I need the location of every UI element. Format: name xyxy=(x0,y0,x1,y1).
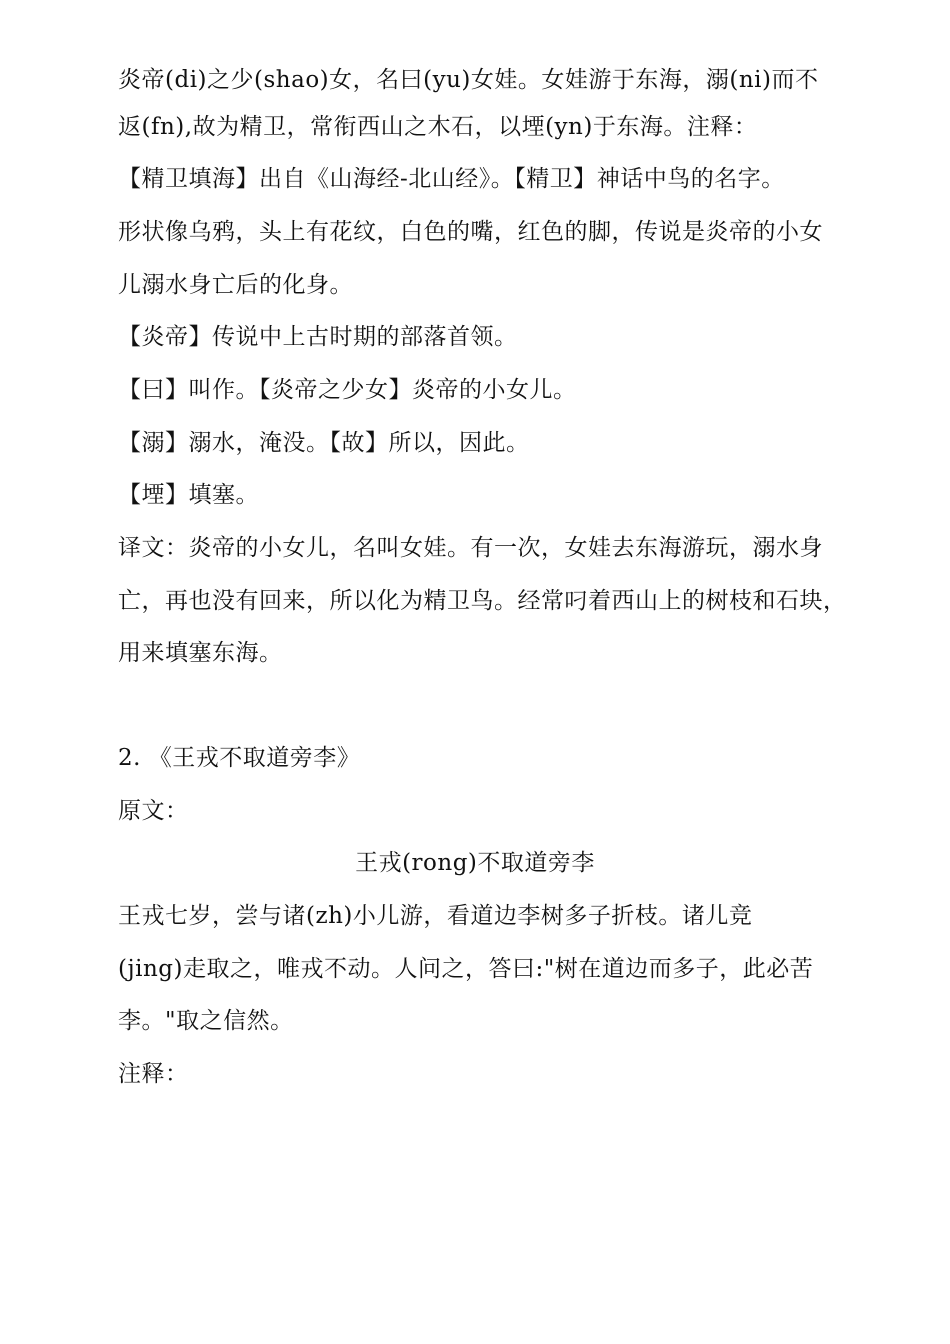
text-line: 【溺】溺水，淹没。【故】所以，因此。 xyxy=(118,430,530,456)
text-line: 炎帝(di)之少(shao)女，名曰(yu)女娃。女娃游于东海，溺(ni)而不 xyxy=(118,67,819,93)
text-line: 【精卫填海】出自《山海经-北山经》。【精卫】神话中鸟的名字。 xyxy=(118,166,785,192)
text-line: 返(fn),故为精卫，常衔西山之木石，以堙(yn)于东海。注释： xyxy=(118,114,758,140)
translation-line: 亡，再也没有回来，所以化为精卫鸟。经常叼着西山上的树枝和石块， xyxy=(118,588,847,614)
text-line: 形状像乌鸦，头上有花纹，白色的嘴，红色的脚，传说是炎帝的小女 xyxy=(118,219,823,245)
text-line: 【堙】填塞。 xyxy=(118,482,259,508)
section-heading: 2. 《王戎不取道旁李》 xyxy=(118,745,361,771)
section-label: 注释： xyxy=(118,1061,189,1087)
text-line: 儿溺水身亡后的化身。 xyxy=(118,272,353,298)
original-text-line: 李。"取之信然。 xyxy=(118,1008,294,1034)
translation-line: 用来填塞东海。 xyxy=(118,640,283,666)
text-line: 【炎帝】传说中上古时期的部落首领。 xyxy=(118,324,518,350)
original-text-line: 王戎七岁，尝与诸(zh)小儿游，看道边李树多子折枝。诸儿竞 xyxy=(118,903,753,929)
poem-title: 王戎(rong)不取道旁李 xyxy=(355,850,595,876)
text-line: 【曰】叫作。【炎帝之少女】炎帝的小女儿。 xyxy=(118,377,577,403)
original-text-line: (jing)走取之，唯戎不动。人问之，答曰:"树在道边而多子，此必苦 xyxy=(118,956,814,982)
translation-line: 译文：炎帝的小女儿，名叫女娃。有一次，女娃去东海游玩，溺水身 xyxy=(118,535,823,561)
section-label: 原文： xyxy=(118,798,189,824)
